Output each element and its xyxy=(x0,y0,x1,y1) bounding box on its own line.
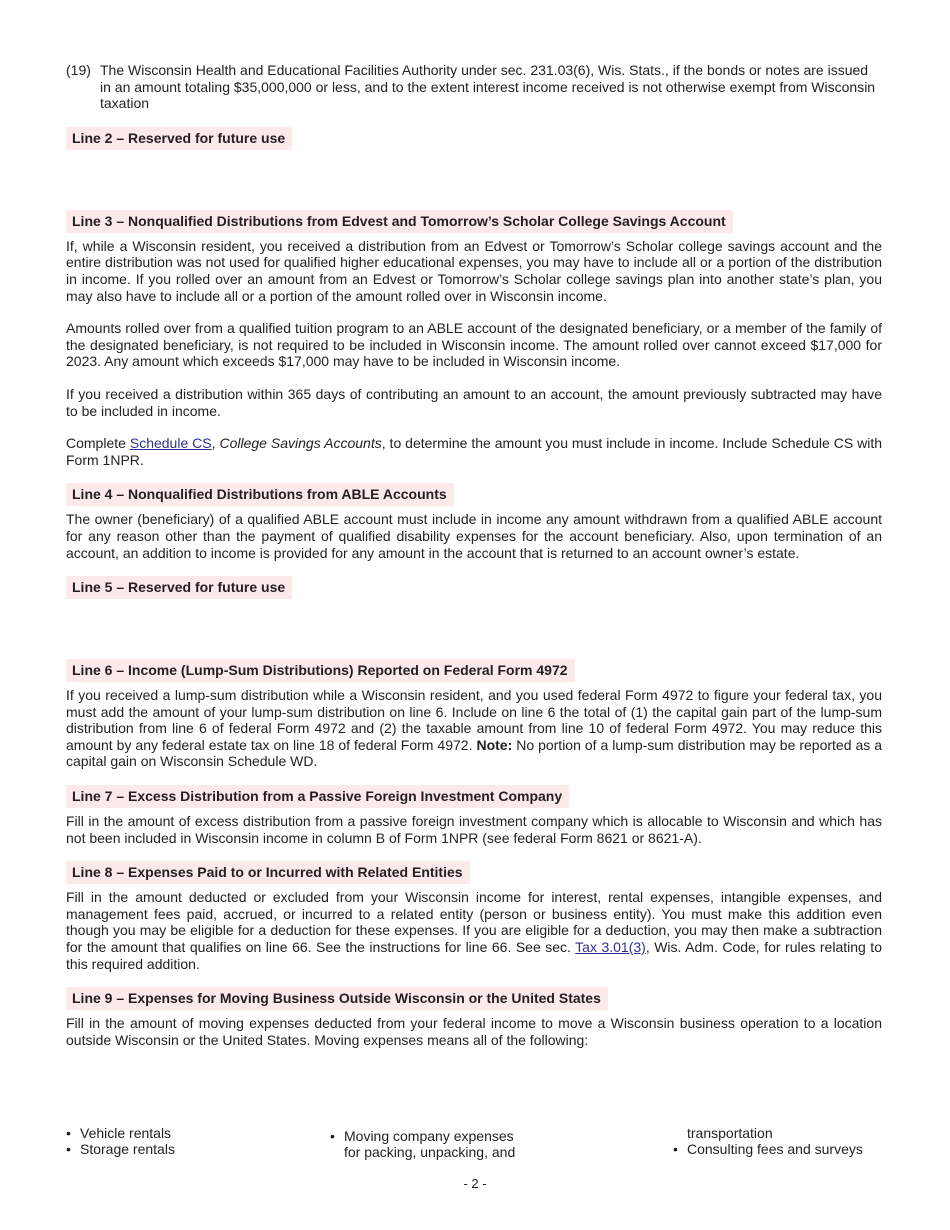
list-item-19 xyxy=(66,62,882,112)
bullet-icon: • xyxy=(330,1128,335,1144)
bullet-icon: • xyxy=(66,1125,71,1141)
list-item xyxy=(66,1141,175,1157)
list-item-text: for packing, unpacking, and xyxy=(344,1144,516,1160)
bullet-icon: • xyxy=(673,1141,678,1157)
line4-paragraph-1: The owner (beneficiary) of a qualified ABLE account must include in income any amount withdrawn from a qualified ABLE account for any reason other than the payment of qualified disability expenses for the account beneficiary. Also, upon termination of an account, an addition to income is provided for any amount in the account that is returned to an account owner’s estate. xyxy=(66,511,882,561)
text-run: , to determine the amount you must include in income. Include Schedule CS with Form 1NPR. xyxy=(66,435,883,468)
page-number: - 2 - xyxy=(463,1176,487,1191)
line3-paragraph-2: Amounts rolled over from a qualified tuition program to an ABLE account of the designated beneficiary, or a member of the family of the designated beneficiary, is not required to be included in Wisconsin income. The amount rolled over cannot exceed $17,000 for 2023. Any amount which exceeds $17,000 may have to be included in Wisconsin income. xyxy=(66,320,882,370)
heading-line-5: Line 5 – Reserved for future use xyxy=(66,576,292,599)
list-item xyxy=(673,1141,863,1157)
tax-3-01-3-link[interactable]: Tax 3.01(3) xyxy=(575,939,646,956)
bullet-column-3 xyxy=(673,1125,863,1157)
text-run: If you received a lump-sum distribution while a Wisconsin resident, and you used federal Form 4972 to figure your federal tax, you must add the amount of your lump-sum distribution on line 6. Include on line 6 the total of (1) the capital gain part of the lump-sum distribution from line 6 of federal Form 4972 and (2) the taxable amount from line 10 of federal Form 4972. You may reduce this amount by any federal estate tax on line 18 of federal Form 4972. xyxy=(66,687,882,753)
list-item-text: Storage rentals xyxy=(80,1141,175,1157)
heading-line-4: Line 4 – Nonqualified Distributions from ABLE Accounts xyxy=(66,483,454,506)
list-item-text: Moving company expenses xyxy=(344,1128,514,1144)
document-body xyxy=(66,62,882,1048)
text-run: , Wis. Adm. Code, for rules relating to this required addition. xyxy=(66,939,882,972)
bullet-spacer xyxy=(330,1144,344,1160)
line8-paragraph-1 xyxy=(66,889,882,972)
bullet-column-2 xyxy=(330,1128,515,1160)
list-item-continuation xyxy=(673,1125,863,1141)
line3-paragraph-4 xyxy=(66,435,882,468)
line7-paragraph-1: Fill in the amount of excess distribution from a passive foreign investment company which is allocable to Wisconsin and which has not been included in Wisconsin income in column B of Form 1NPR (see federal Form 8621 or 8621-A). xyxy=(66,813,882,846)
line9-paragraph-1: Fill in the amount of moving expenses deducted from your federal income to move a Wisconsin business operation to a location outside Wisconsin or the United States. Moving expenses means all of the following: xyxy=(66,1015,882,1048)
list-item-text: transportation xyxy=(687,1125,773,1141)
line3-paragraph-1: If, while a Wisconsin resident, you received a distribution from an Edvest or Tomorrow’s Scholar college savings account and the entire distribution was not used for qualified higher educational expenses, you may have to include all or a portion of the distribution in income. If you rolled over an amount from an Edvest or Tomorrow’s Scholar college savings plan into another state’s plan, you may also have to include all or a portion of the amount rolled over in Wisconsin income. xyxy=(66,237,882,304)
text-run: , xyxy=(211,435,220,452)
schedule-cs-link[interactable]: Schedule CS xyxy=(129,435,212,452)
italic-title: College Savings Accounts xyxy=(219,435,382,452)
item-number: (19) xyxy=(66,62,91,78)
text-run: Fill in the amount deducted or excluded from your Wisconsin income for interest, rental expenses, intangible expenses, and management fees paid, accrued, or incurred to a related entity (person or business entity). You must make this addition even though you may be eligible for a deduction for these expenses. If you are eligible for a deduction, you may then make a subtraction for the amount that qualifies on line 66. See the instructions for line 66. See sec. xyxy=(66,889,882,956)
note-label: Note: xyxy=(476,736,513,753)
list-item-text: Consulting fees and surveys xyxy=(687,1141,863,1157)
heading-line-8: Line 8 – Expenses Paid to or Incurred with Related Entities xyxy=(66,861,470,884)
text-run: No portion of a lump-sum distribution may be reported as a capital gain on Wisconsin Schedule WD. xyxy=(66,736,882,770)
heading-line-9: Line 9 – Expenses for Moving Business Outside Wisconsin or the United States xyxy=(66,987,608,1010)
list-item-text: Vehicle rentals xyxy=(80,1125,172,1141)
heading-line-2: Line 2 – Reserved for future use xyxy=(66,127,292,150)
line6-paragraph-1 xyxy=(66,687,882,770)
list-item xyxy=(330,1128,515,1144)
heading-line-6: Line 6 – Income (Lump-Sum Distributions) Reported on Federal Form 4972 xyxy=(66,659,575,682)
list-item xyxy=(66,1125,175,1141)
list-item-continuation xyxy=(330,1144,515,1160)
moving-expenses-list xyxy=(66,1125,882,1165)
bullet-column-1 xyxy=(66,1125,175,1157)
heading-line-3: Line 3 – Nonqualified Distributions from Edvest and Tomorrow’s Scholar College Savings Account xyxy=(66,210,733,233)
bullet-spacer xyxy=(673,1125,687,1141)
item-text: The Wisconsin Health and Educational Facilities Authority under sec. 231.03(6), Wis. Stats., if the bonds or notes are issued in an amount totaling $35,000,000 or less, and to the extent interest income received is not otherwise exempt from Wisconsin taxation xyxy=(100,62,876,112)
line3-paragraph-3: If you received a distribution within 365 days of contributing an amount to an account, the amount previously subtracted may have to be included in income. xyxy=(66,385,882,419)
text-run: Complete xyxy=(66,435,130,452)
heading-line-7: Line 7 – Excess Distribution from a Passive Foreign Investment Company xyxy=(66,785,569,808)
bullet-icon: • xyxy=(66,1141,71,1157)
